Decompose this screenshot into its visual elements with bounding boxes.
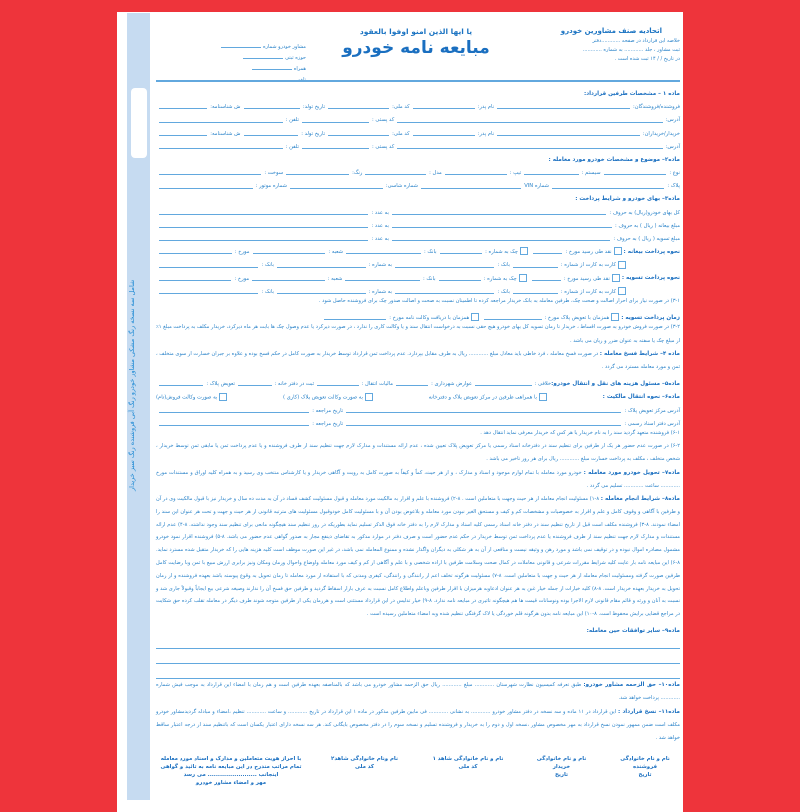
seller-signature[interactable]: نام و نام خانوادگی فروشنده تاریخ xyxy=(620,756,670,779)
buyer-phone-field[interactable]: تلفن : xyxy=(156,145,299,150)
settle-card-option[interactable]: کارت به کارت از شماره : xyxy=(510,287,628,295)
seller-name-field[interactable]: فروشنده/فروشندگان: xyxy=(494,105,680,110)
settle-on-proxy-option[interactable]: همزمان با دریافت وکالت نامه مورخ : xyxy=(321,313,481,321)
settle-date-field[interactable]: مورخ : xyxy=(156,277,249,282)
copies-note: شامل سه نسخه رنگ مشکی مشاور خودرو رنگ آبی فروشنده رنگ سبز خریدار xyxy=(128,279,136,491)
article11-heading: ماده۱۱– نسخ قرارداد : xyxy=(618,708,680,715)
seller-phone-field[interactable]: تلفن : xyxy=(156,118,299,123)
article1-heading: ماده ۱ – مشخصات طرفین قرارداد: xyxy=(583,90,680,97)
witness1-signature[interactable]: نام و نام خانوادگی شاهد ۱ کد ملی xyxy=(432,756,504,771)
advisor-number-field[interactable]: مشاور خودرو شماره xyxy=(156,42,306,50)
deposit-words-field[interactable]: مبلغ بیعانه ( ریال ) به حروف : xyxy=(389,224,680,229)
note-6-1: ۶-۱) فروشنده متعهد گردید سند را به نام خریدار یا هر کس که خریدار معرفی نماید انتقال دهد . xyxy=(480,429,680,436)
deposit-method-label: نحوه پرداخت بیعانه : xyxy=(623,248,680,255)
summary-line-1[interactable]: خلاصه این قرارداد در صفحه ............دفتر xyxy=(592,38,680,44)
engine-field[interactable]: شماره موتور : xyxy=(156,184,287,189)
settle-bank-field[interactable]: بانک : xyxy=(342,277,435,282)
article7 xyxy=(156,467,680,493)
notary-address-field[interactable]: آدرس دفتر اسناد رسمی : xyxy=(343,422,680,427)
form-content xyxy=(156,14,680,787)
seller-postal-field[interactable]: کد پستی : xyxy=(299,118,394,123)
summary-line-3[interactable]: در تاریخ / / ۱۴ ثبت شده است . xyxy=(614,56,680,62)
checkbox[interactable] xyxy=(611,313,619,321)
article11-text: این قرارداد در ۱۱ ماده و سه نسخه در دفتر مشاور خودرو ............ به نشانی ............ فی مابین طرفین مذکور در ماده ۱ این قرارداد در تاریخ ............ و ساعت ............ تنظیم ،امضاء و مبادله گردیدمشاور خودرو مکلف است ضمن ممهور نمودن نسخ قرارداد به مهر مخصوص مشاور ،نسخه اول و دوم را به خریدار و فروشنده تسلیم و نسخه سوم را در دفتر مخصوص بایگانی کند. هر سه نسخه دارای اعتبار یکسان است که باتنظیم سند از درجه اعتبار ساقط خواهد شد . xyxy=(156,708,680,741)
union-title: اتحادیه صنف مشاورین خودرو xyxy=(560,27,662,35)
checkbox[interactable] xyxy=(520,247,528,255)
note-3-1: ۳-۱) در صورت نیاز برای احراز اصالت و صحت چک، طرفین معامله به بانک خریدار مراجعه کرده تا اطمینان نسبت به صحت و اصالت صدور چک برای فروشنده حاصل شود . xyxy=(318,298,680,304)
deposit-cash-option[interactable]: نقد طی رسید مورخ : xyxy=(530,247,624,255)
vehicle-model-field[interactable]: مدل : xyxy=(362,171,441,176)
other-terms-line-2[interactable] xyxy=(156,649,680,664)
vehicle-type-field[interactable]: نوع : xyxy=(601,171,680,176)
settle-on-plate-change-option[interactable]: همزمان با تعویض پلاک مورخ : xyxy=(481,313,621,321)
deposit-card-to-field[interactable]: به شماره : xyxy=(274,263,392,268)
binding-hole xyxy=(131,88,147,158)
article10-text: طبق تعرفه کمیسیون نظارت شهرستان ............ مبلغ ............ ریال حق الزحمه مشاور خودرو می باشد که بالمناصفه بعهده طرفین است و هم زمان با امضاء این قرارداد به موجب فیش شماره ............ پرداخت خواهد شد. xyxy=(156,682,680,702)
vin-field[interactable]: شماره VIN xyxy=(418,184,549,189)
checkbox[interactable] xyxy=(612,274,620,282)
checkbox[interactable] xyxy=(471,313,479,321)
settle-card-bank-field[interactable]: بانک : xyxy=(392,290,510,295)
advisor-signature[interactable]: با احراز هویت متعاملین و مدارک و اسناد مورد معامله تمام مراتب مندرج در این مبایعه نامه به تائید و گواهی اینجانب ........................ می رسد مهر و امضاء مشاور خودرو xyxy=(160,756,302,787)
article6-row xyxy=(156,387,680,400)
deposit-branch-field[interactable]: شعبه : xyxy=(250,250,344,255)
transfer-joint-option[interactable]: با همراهی طرفین در مرکز تعویض پلاک و دفترخانه xyxy=(429,393,549,401)
total-price-row xyxy=(156,203,680,216)
page-title: مبایعه نامه خودرو xyxy=(342,37,490,58)
deposit-card-option[interactable]: کارت به کارت از شماره : xyxy=(510,261,628,269)
plate-field[interactable]: پلاک : xyxy=(549,184,680,189)
deposit-cheque-option[interactable]: چک به شماره : xyxy=(437,247,531,255)
checkbox[interactable] xyxy=(219,393,227,401)
article3-heading-row xyxy=(156,190,680,203)
buyer-signature[interactable]: نام و نام خانوادگی خریدار تاریخ xyxy=(536,756,587,779)
article4 xyxy=(156,348,680,374)
buyer-address-row xyxy=(156,137,680,150)
verse: یا ایها الذین امنو اوفوا بالعقود xyxy=(359,27,473,36)
seller-address-row xyxy=(156,110,680,123)
deposit-card-dest-bank-field[interactable]: بانک : xyxy=(156,263,274,268)
settlement-amount-row xyxy=(156,229,680,242)
registry-zone-field[interactable]: حوزه ثبتی xyxy=(156,53,306,61)
witness2-signature[interactable]: نام ونام خانوادگی شاهد۲ کد ملی xyxy=(331,756,398,771)
note-3-2: ۳-۲) در صورت فروش خودرو به صورت اقساط ، خریدار تا زمان تسویه کل بهای خودرو هیچ حقی نسبت به درخواست انتقال سند و یا وکالت کاری را ندارد ، در صورت دیرکرد یا عدم وصول چک ها بابت هر ماه دیرکرد، خریدار مکلف به پرداخت مبلغ ۱٪ از مبلغ چک یا سفته به عنوان ضرر و زیان می باشد . xyxy=(156,324,680,344)
summary-line-2[interactable]: ثبت مشاور ، جلد ............ به شماره ............ xyxy=(582,47,680,53)
vehicle-color-field[interactable]: رنگ: xyxy=(283,171,362,176)
seller-national-id-field[interactable]: کد ملی: xyxy=(325,105,410,110)
transfer-plate-proxy-option[interactable]: به صورت وکالت تعویض پلاک (کاری ) xyxy=(283,393,375,401)
vehicle-id-row xyxy=(156,176,680,189)
municipal-fees-field[interactable]: عوارض شهرداری : xyxy=(393,382,472,387)
deposit-bank-field[interactable]: بانک : xyxy=(343,250,437,255)
seller-father-field[interactable]: نام پدر: xyxy=(410,105,495,110)
signature-block xyxy=(156,755,680,787)
settle-branch-field[interactable]: شعبه : xyxy=(249,277,342,282)
settle-card-dest-bank-field[interactable]: بانک : xyxy=(156,290,274,295)
article10 xyxy=(156,679,680,705)
article4-heading: ماده ۴– شرایط فسخ معامله : xyxy=(599,350,681,357)
settle-cash-option[interactable]: نقد طی رسید مورخ : xyxy=(529,274,622,282)
buyer-father-field[interactable]: نام پدر: xyxy=(410,132,495,137)
settle-method-label: نحوه پرداخت تسویه : xyxy=(621,275,680,282)
settle-card-row xyxy=(156,282,680,295)
deposit-amount-row xyxy=(156,216,680,229)
checkbox[interactable] xyxy=(618,261,626,269)
fines-field[interactable]: خلافی : xyxy=(472,382,551,387)
checkbox[interactable] xyxy=(519,274,527,282)
settle-time-label: زمان پرداخت تسویه : xyxy=(621,314,680,321)
deposit-date-field[interactable]: مورخ : xyxy=(156,250,250,255)
buyer-row xyxy=(156,124,680,137)
article8-text: ۸-۱) مسئولیت انجام معامله از هر حیث وجهت با متعاملین است . ۸-۲) فروشنده با علم و اقرار به مالکیت مورد معامله و قبول مسئولیت کشف فساد در آن به مدت ده سال و خریدار نیز با قبول مالکیت وی در آن و طرفین با آگاهی و وقوف کامل و علم و اقرار به خصوصیات و مشخصات کم و کیف و مستحق الغیر نبودن مورد معامله و بلاعوض بودن آن و با مسئولیت کامل خودوقبول مسئولیت های مترتبه قانونی از هر حیث و جهت و تحت هر عنوان این سند را امضاء نمودند. ۸-۳) فروشنده مکلف است قبل از تاریخ تنظیم سند در دفتر خانه اسناد رسمی کلیه اسناد و مدارک لازم را به دفتر خانه فوق الذکر تسلیم نماید بطوریکه در روز تنظیم سند هیچگونه مانعی برای تنظیم سند وجود نداشته. ۸-۴) عدم ارائه مستندات و مدارک لازم جهت تنظیم سند از طرف فروشنده یا عدم پرداخت ثمن توسط خریدار در حکم عدم حضور است و صرف دفتر در موارد مذکور به تقاضای ذینفع مجاز به صدور گواهی عدم حضور می باشد. ۸-۵) فروشنده اقرار نمود خودرو مشمول مصادره اموال نبوده و در توقیف نمی باشد و مورد رهن و وثیقه نیست و منافعی از آن به هر شکلی به دیگران واگذار نشده و ممنوع المعامله نمی باشد، در غیر این صورت موظف است کلیه هزینه هایی را که خریدار متقبل شده مسترد نماید. ۸-۶) این مبایعه نامه بار عایت کلیه شرایط مقررات شرعی و قانونی معاملات در کمال صحت وسلامت طرفین با اراده شخصی و با علم و آگاهی از کم و کیف مورد معامله واوضاع واحوال وزمان ومکان ونیز برابری ارزش مبیع با ثمن وبا رضایت کامل طرفین صورت گرفته ومسئولیت انجام معامله از هر حیث و جهت با متعاملین است. ۸-۷) مسئولیت هرگونه تخلف اعم از رانندگی و رانندگی، کیفری ومدنی که با استفاده از مورد معامله تا زمان تحویل به وقوع پیوسته باشد بعهده فروشنده و از زمان تحویل به خریدار بعهده خریدار است. ۸-۸) کلیه خیارات از جمله خیار غبن به هر عنوان ادعاوبه هرمیزان با اقرار طرفین وباعلم واطلاع کامل نسبت به عرف بازار اسقاط گردید و طرفین حق فسخ آن را ندارند وصیغه شرعی بیع ایجاباً وقبولاً جاری شد و نسبت به آنان و ورثه و قائم مقام قانونی لازم الاجرا بوده ونوسانات قیمت ها هم هیچگونه تاثیری در مبایعه نامه ندارد. ۸-۹) خیار تدلیس در این قرارداد مستثنی است و هرزمان یکی از طرفین متوجه شوند طرف دیگر در معامله تقلب کرده حق شکایت در مراجع قضایی برایش محفوظ است. ۸-۱۰) این مبایعه نامه بدون هرگونه قلم خوردگی یا لاک گرفتگی تنظیم شده وبه امضاء متعاملین رسیده است . xyxy=(156,495,681,618)
deposit-card-row xyxy=(156,255,680,268)
header-divider xyxy=(156,80,680,82)
deposit-card-bank-field[interactable]: بانک : xyxy=(392,263,510,268)
settle-cheque-option[interactable]: چک به شماره : xyxy=(436,274,529,282)
vehicle-fuel-field[interactable]: سوخت : xyxy=(156,171,283,176)
article6-heading: ماده۶– نحوه انتقال مالکیت : xyxy=(602,393,680,400)
article9-heading-row xyxy=(156,621,680,634)
notary-registration-field[interactable]: ثبت در دفتر خانه : xyxy=(235,382,314,387)
article9-heading: ماده۹– سایر توافقات حین معامله: xyxy=(586,627,680,634)
buyer-address-field[interactable]: آدرس: xyxy=(394,145,680,150)
article5-row xyxy=(156,374,680,387)
total-price-words-field[interactable]: کل بهای خودرو(ریال) به حروف : xyxy=(389,211,680,216)
settlement-digits-field[interactable]: به عدد : xyxy=(156,237,389,242)
seller-birthdate-field[interactable]: تاریخ تولد: xyxy=(241,105,326,110)
seller-row xyxy=(156,97,680,110)
chassis-field[interactable]: شماره شاسی: xyxy=(287,184,418,189)
notary-row xyxy=(156,414,680,427)
plate-center-address-field[interactable]: آدرس مرکز تعویض پلاک : xyxy=(343,409,680,414)
seller-address-field[interactable]: آدرس: xyxy=(394,118,680,123)
settle-card-to-field[interactable]: به شماره : xyxy=(274,290,392,295)
article4-text: در صورت فسخ معامله ، فرد خاطی باید معادل مبلغ ............ ریال به طرف مقابل بپردازد. عدم پرداخت ثمن قرارداد توسط خریدار به صورت کامل در حکم فسخ بوده و علاوه بر جبران خسارت از سوی متخلف ، ثمن و مورد معامله مسترد می گردد . xyxy=(156,350,680,370)
total-price-digits-field[interactable]: به عدد : xyxy=(156,211,389,216)
vehicle-trim-field[interactable]: تیپ : xyxy=(442,171,521,176)
buyer-national-id-field[interactable]: کد ملی: xyxy=(325,132,410,137)
transfer-sale-proxy-option[interactable]: به صورت وکالت فروش(تام) xyxy=(156,393,229,401)
title-block xyxy=(296,28,536,57)
settle-time-row xyxy=(156,308,680,321)
transfer-tax-field[interactable]: مالیات انتقال : xyxy=(314,382,393,387)
mobile-field[interactable]: همراه xyxy=(156,64,306,72)
buyer-name-field[interactable]: خریدار/خریداران: xyxy=(494,132,680,137)
vehicle-spec-row xyxy=(156,163,680,176)
article11 xyxy=(156,706,680,746)
article2-heading-row xyxy=(156,150,680,163)
note-6-2: ۶-۲) در صورت عدم حضور هر یک از طرفین برای تنظیم سند در دفترخانه اسناد رسمی یا مرکز تعویض پلاک تعیین شده ، عدم ارائه مستندات و مدارک لازم جهت تنظیم سند از طرف فروشنده و یا عدم پرداخت ثمن یا مابقی ثمن توسط خریدار ، شخص متخلف ، مکلف به پرداخت خسارت مبلغ ............ ریال برای هر روز تاخیر می باشد . xyxy=(156,443,680,463)
article2-heading: ماده۲– موضوع و مشخصات خودرو مورد معامله : xyxy=(548,156,680,163)
buyer-postal-field[interactable]: کد پستی : xyxy=(299,145,394,150)
deposit-method-row xyxy=(156,242,680,255)
article7-text: خودرو مورد معامله با تمام لوازم موجود و اسناد و مدارک ، و از هر حیث، کماً و کیفاً به صورت کامل به رویت و آگاهی خریدار و یا کارشناس منتخب وی رسید و به همراه کلیه اوراق و مستندات مورخ ............ ساعت ............ تسلیم می گردد . xyxy=(156,469,680,489)
article5-heading: ماده۵– مسئول هزینه های نقل و انتقال خودرو: xyxy=(551,380,680,387)
vehicle-system-field[interactable]: سیستم : xyxy=(521,171,600,176)
buyer-birthdate-field[interactable]: تاریخ تولد : xyxy=(241,132,326,137)
article10-heading: ماده۱۰– حق الزحمه مشاور خودرو: xyxy=(583,682,680,689)
article7-heading: ماده۷– تحویل خودرو مورد معامله : xyxy=(583,469,680,476)
checkbox[interactable] xyxy=(614,247,622,255)
settle-method-row xyxy=(156,269,680,282)
seller-id-number-field[interactable]: ش شناسنامه: xyxy=(156,105,241,110)
notary-date-field[interactable]: تاریخ مراجعه : xyxy=(156,422,343,427)
plate-center-date-field[interactable]: تاریخ مراجعه : xyxy=(156,409,343,414)
other-terms-line-3[interactable] xyxy=(156,664,680,679)
checkbox[interactable] xyxy=(539,393,547,401)
plate-center-row xyxy=(156,401,680,414)
article3-heading: ماده۳– بهای خودرو و شرایط پرداخت : xyxy=(575,196,680,203)
checkbox[interactable] xyxy=(365,393,373,401)
form-header xyxy=(156,14,680,84)
settlement-words-field[interactable]: مبلغ تسویه ( ریال ) به حروف : xyxy=(389,237,680,242)
plate-change-field[interactable]: تعویض پلاک : xyxy=(156,382,235,387)
article8-heading: ماده۸– شرایط انجام معامله : xyxy=(600,495,680,502)
union-registration-block xyxy=(545,28,680,66)
other-terms-line-1[interactable] xyxy=(156,634,680,649)
article8 xyxy=(156,493,680,621)
deposit-digits-field[interactable]: به عدد : xyxy=(156,224,389,229)
checkbox[interactable] xyxy=(618,287,626,295)
buyer-id-number-field[interactable]: ش شناسنامه: xyxy=(156,132,241,137)
